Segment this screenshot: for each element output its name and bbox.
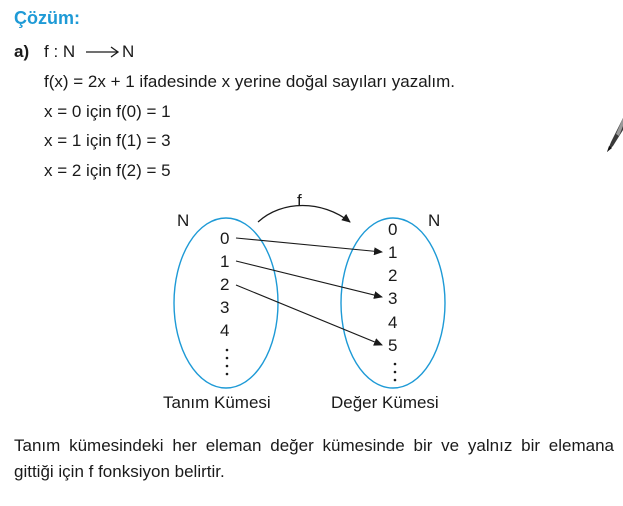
part-a-label: a) [14, 42, 30, 61]
function-mapping-left: f : N [44, 42, 76, 61]
domain-value-0: 0 [220, 229, 230, 248]
arrow-1-to-3 [236, 261, 382, 297]
conclusion-paragraph: Tanım kümesindeki her eleman değer kümesinde bir ve yalnız bir elemana gittiği için f fonksiyon belirtir. [14, 436, 614, 481]
codomain-caption: Değer Kümesi [331, 393, 439, 412]
domain-value-1: 1 [220, 252, 230, 271]
codomain-ellipsis-dots [394, 363, 397, 382]
function-definition: f(x) = 2x + 1 ifadesinde x yerine doğal sayıları yazalım. [44, 72, 456, 91]
arrow-2-to-5 [236, 285, 382, 345]
function-mapping-right: N [122, 42, 135, 61]
f-label: f [297, 191, 302, 210]
codomain-value-2: 2 [388, 266, 398, 285]
codomain-value-3: 3 [388, 289, 398, 308]
domain-ellipsis-dots [226, 349, 229, 376]
codomain-value-1: 1 [388, 243, 398, 262]
f-curved-arrow [258, 206, 350, 223]
magnifier-tool-icon [603, 116, 623, 156]
codomain-value-5: 5 [388, 336, 398, 355]
domain-value-4: 4 [220, 321, 230, 340]
domain-caption: Tanım Kümesi [163, 393, 271, 412]
solution-title: Çözüm: [14, 8, 80, 28]
codomain-set-label: N [428, 211, 441, 230]
domain-value-2: 2 [220, 275, 230, 294]
arrow-0-to-1 [236, 238, 382, 252]
domain-set-label: N [177, 211, 190, 230]
codomain-value-0: 0 [388, 220, 398, 239]
codomain-value-4: 4 [388, 313, 398, 332]
evaluation-line-1: x = 1 için f(1) = 3 [44, 131, 171, 150]
evaluation-line-0: x = 0 için f(0) = 1 [44, 102, 171, 121]
domain-value-3: 3 [220, 298, 230, 317]
evaluation-line-2: x = 2 için f(2) = 5 [44, 161, 171, 180]
